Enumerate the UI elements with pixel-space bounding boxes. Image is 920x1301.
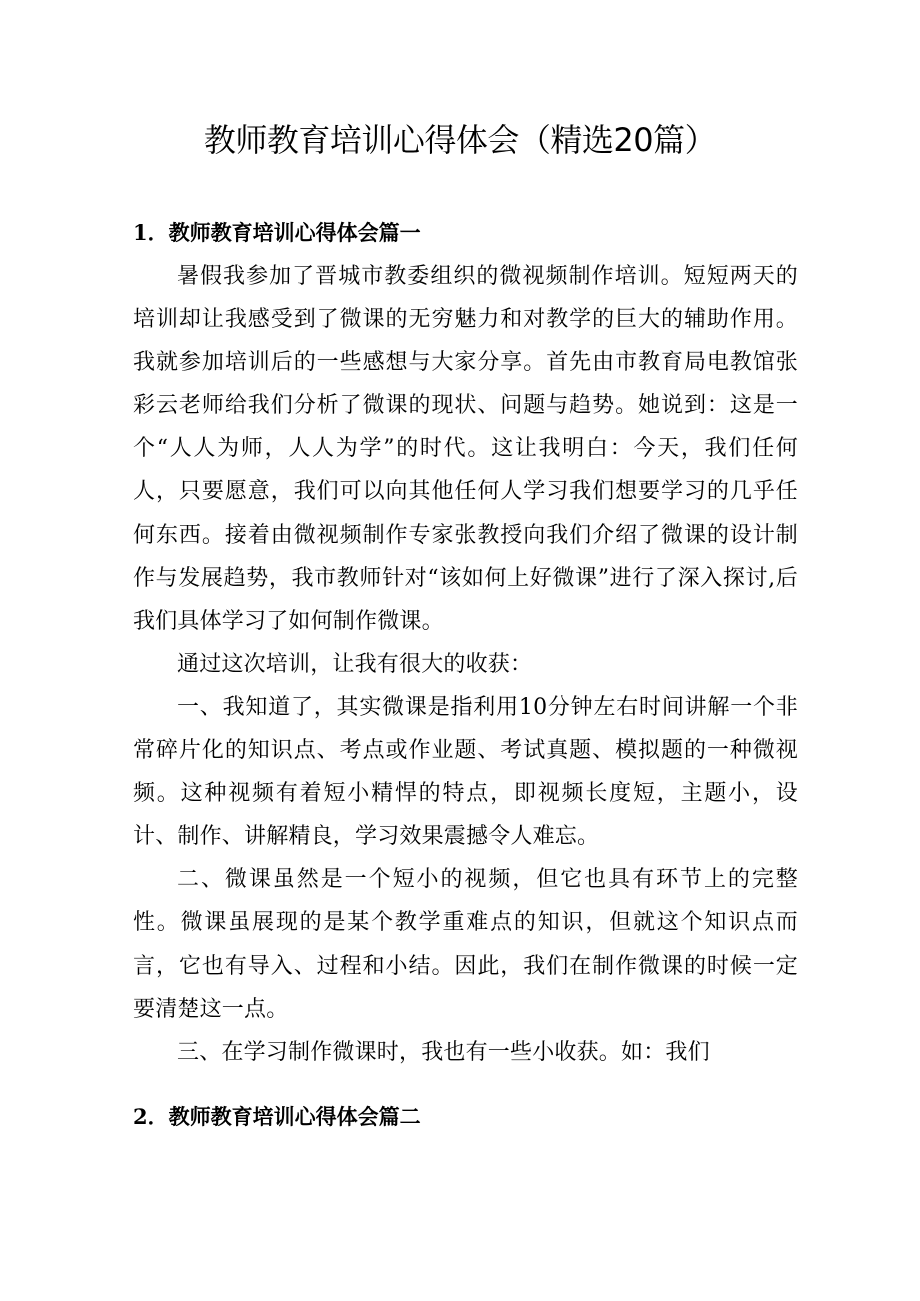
section-1-body [133, 255, 798, 1074]
paragraph: 暑假我参加了晋城市教委组织的微视频制作培训。短短两天的培训却让我感受到了微课的无穷魅力和对教学的巨大的辅助作用。我就参加培训后的一些感想与大家分享。首先由市教育局电教馆张彩云老师给我们分析了微课的现状、问题与趋势。她说到：这是一个“人人为师，人人为学”的时代。这让我明白：今天，我们任何人，只要愿意，我们可以向其他任何人学习我们想要学习的几乎任何东西。接着由微视频制作专家张教授向我们介绍了微课的设计制作与发展趋势，我市教师针对“该如何上好微课”进行了深入探讨,后我们具体学习了如何制作微课。 [133, 264, 798, 634]
document-title: 教师教育培训心得体会（精选20篇） [203, 121, 717, 159]
paragraph: 二、微课虽然是一个短小的视频，但它也具有环节上的完整性。微课虽展现的是某个教学重难点的知识，但就这个知识点而言，它也有导入、过程和小结。因此，我们在制作微课的时候一定要清楚这一点。 [133, 867, 798, 1022]
section-heading-2: 2．教师教育培训心得体会篇二 [133, 1104, 421, 1129]
paragraph: 一、我知道了，其实微课是指利用10分钟左右时间讲解一个非常碎片化的知识点、考点或作业题、考试真题、模拟题的一种微视频。这种视频有着短小精悍的特点，即视频长度短，主题小，设计、制作、讲解精良，学习效果震撼令人难忘。 [133, 694, 798, 850]
section-heading-1: 1．教师教育培训心得体会篇一 [133, 220, 421, 245]
paragraph: 三、在学习制作微课时，我也有一些小收获。如：我们 [177, 1039, 710, 1065]
paragraph: 通过这次培训，让我有很大的收获： [177, 651, 533, 677]
